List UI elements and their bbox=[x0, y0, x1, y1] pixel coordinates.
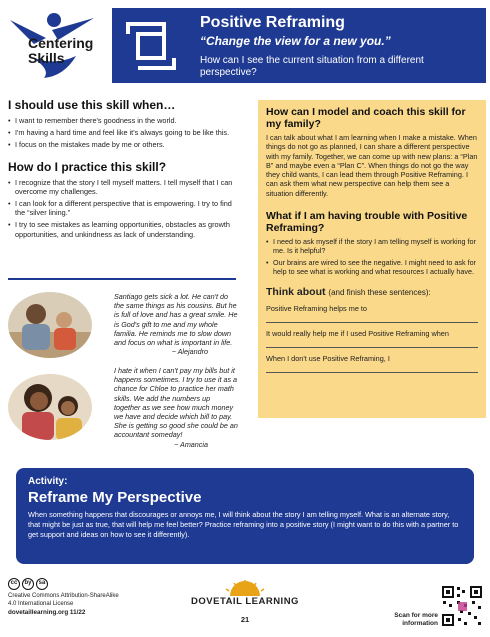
story-text: Santiago gets sick a lot. He can't do the same things as his cousins. But he is full of love and has a great smile. He is God's gift to me and my whole familia. He reminds me to slow down and focus on what is important in life. bbox=[114, 292, 238, 348]
model-heading: How can I model and coach this skill for my family? bbox=[266, 106, 466, 130]
sentence-prompt: When I don't use Positive Reframing, I bbox=[266, 354, 478, 373]
brand-name: DOVETAIL LEARNING bbox=[191, 596, 299, 607]
logo-line1: Centering bbox=[28, 35, 94, 51]
list-item: • Our brains are wired to see the negative. I might need to ask for help to see what is working and what resources I actually have. bbox=[266, 258, 478, 276]
list-item: • I focus on the mistakes made by me or others. bbox=[8, 140, 236, 149]
license-block bbox=[8, 578, 148, 616]
centering-skills-logo bbox=[6, 10, 106, 80]
model-text: I can talk about what I am learning when I make a mistake. When things do not go as planned, I can share a different perspective with my family. Together, we can come up with new plans: a “Plan B” and maybe even a “Plan C”. When things do not go the way they child wants, I can lead them through Positive Reframing. I can ask them what new perspective can help them see a situation differently. bbox=[266, 133, 478, 198]
list-item: • I can look for a different perspective that is empowering. I try to find the “silver lining.” bbox=[8, 199, 236, 217]
sentence-prompt: It would really help me if I used Positive Reframing when bbox=[266, 329, 478, 348]
story-quote bbox=[114, 366, 238, 449]
trouble-list bbox=[266, 237, 478, 276]
should-use-heading: I should use this skill when… bbox=[8, 98, 176, 112]
story-author: ~ Alejandro bbox=[171, 347, 208, 357]
logo-line2: Skills bbox=[28, 50, 65, 66]
by-icon: by bbox=[22, 578, 34, 590]
cc-icon: cc bbox=[8, 578, 20, 590]
license-line2: 4.0 International License bbox=[8, 600, 74, 607]
page-title: Positive Reframing bbox=[200, 14, 345, 31]
should-use-list bbox=[8, 116, 236, 150]
reframe-icon bbox=[124, 20, 178, 72]
activity-box bbox=[16, 468, 474, 564]
page-subtitle: “Change the view for a new you.” bbox=[200, 34, 391, 48]
license-line1: Creative Commons Attribution-ShareAlike bbox=[8, 593, 119, 599]
left-column bbox=[8, 98, 236, 249]
think-heading-text: Think about bbox=[266, 286, 326, 299]
scan-line1: Scan for more bbox=[394, 612, 438, 619]
list-item: • I try to see mistakes as learning opportunities, obstacles as growth opportunities, and unkindness as lack of understanding. bbox=[8, 220, 236, 238]
activity-text: When something happens that discourages or annoys me, I will think about the story I am telling myself. What is an alternate story, that might be just as true, that will help me feel better? Practice reframing into a positive story (I might want to do this with a partner to get support and ideas on how to see it differently). bbox=[28, 510, 459, 539]
scan-line2: information bbox=[402, 619, 438, 627]
list-item: • I recognize that the story I tell myself matters. I tell myself that I can overcome my challenges. bbox=[8, 178, 236, 196]
dovetail-brand bbox=[180, 580, 310, 624]
sentence-prompt: Positive Reframing helps me to bbox=[266, 304, 478, 323]
sa-icon: sa bbox=[36, 578, 48, 590]
list-item: • I'm having a hard time and feel like it's always going to be like this. bbox=[8, 128, 236, 137]
think-about-heading bbox=[266, 286, 478, 298]
story-text: I hate it when I can't pay my bills but it happens sometimes. I try to use it as a chance for Chloe to practice her math skills. We add the numbers up together as we see how much money we have and decide which bill to pay. She is getting so good she could be an accountant someday! bbox=[114, 366, 238, 440]
cc-icons bbox=[8, 578, 148, 590]
page-number: 21 bbox=[240, 615, 250, 624]
qr-code-icon[interactable] bbox=[440, 584, 484, 628]
coaching-panel bbox=[258, 100, 486, 418]
activity-label: Activity: bbox=[28, 476, 68, 487]
list-item: • I need to ask myself if the story I am telling myself is working for me. Is it helpful? bbox=[266, 237, 478, 255]
family-photo-alejandro bbox=[8, 292, 92, 358]
story-author: ~ Amancia bbox=[174, 439, 208, 449]
sun-icon bbox=[220, 580, 270, 596]
list-item: • I want to remember there's goodness in the world. bbox=[8, 116, 236, 125]
header-banner bbox=[112, 8, 486, 83]
section-divider bbox=[8, 278, 236, 280]
practice-list bbox=[8, 178, 236, 239]
think-note: (and finish these sentences): bbox=[328, 288, 431, 298]
guiding-question: How can I see the current situation from a different perspective? bbox=[200, 55, 424, 78]
practice-heading: How do I practice this skill? bbox=[8, 159, 167, 174]
activity-title: Reframe My Perspective bbox=[28, 489, 202, 506]
site-link[interactable]: dovetaillearning.org 11/22 bbox=[8, 609, 86, 616]
trouble-heading: What if I am having trouble with Positive Reframing? bbox=[266, 210, 468, 235]
story-quote bbox=[114, 292, 238, 356]
family-photo-amancia bbox=[8, 374, 92, 440]
scan-note bbox=[378, 612, 438, 627]
